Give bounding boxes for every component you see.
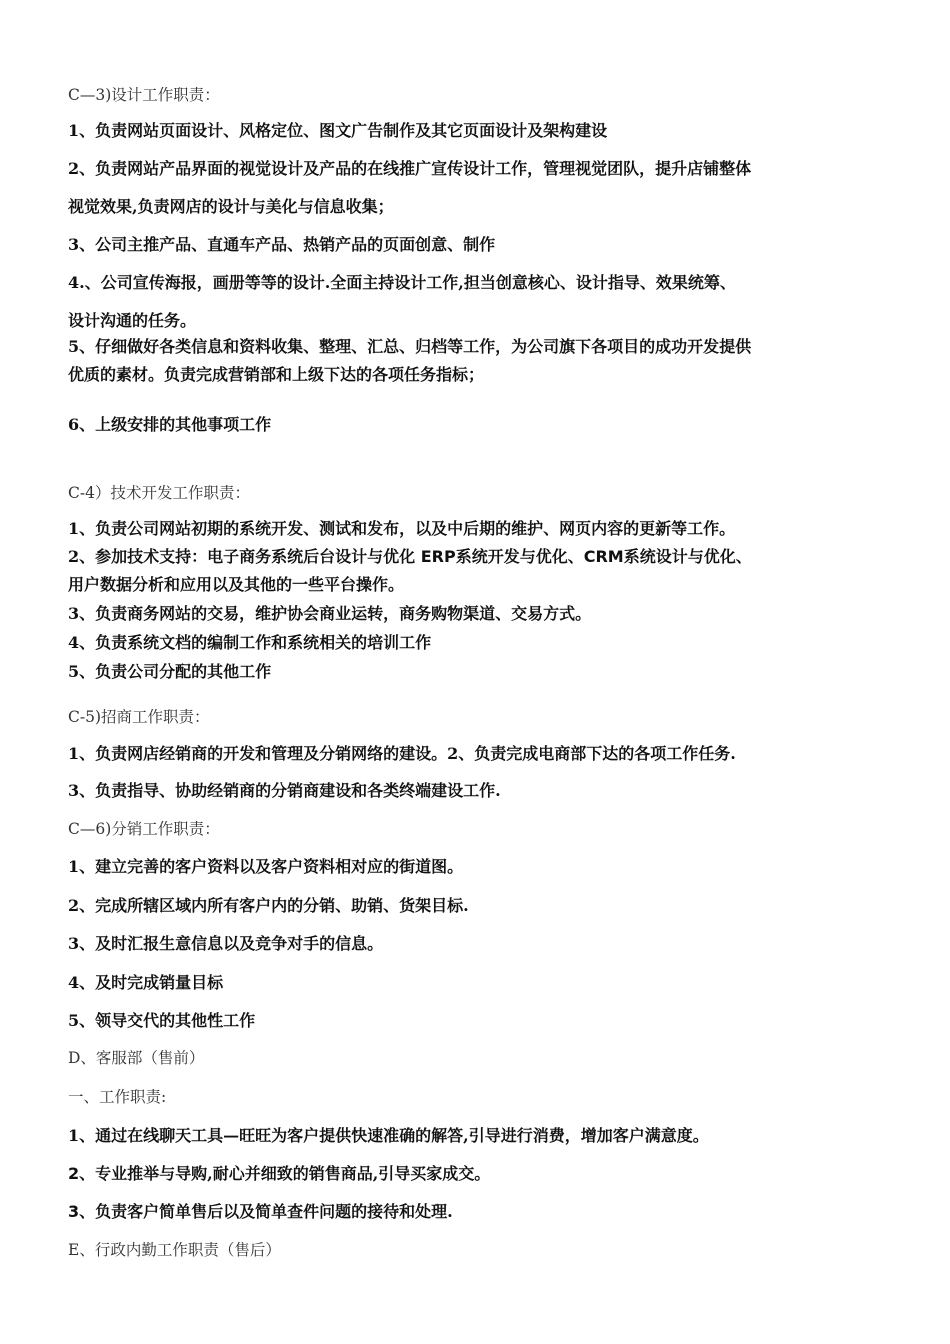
section-c4-heading: C-4）技术开发工作职责： [68,484,250,502]
section-c4-item-3: 3、负责商务网站的交易，维护协会商业运转，商务购物渠道、交易方式。 [68,604,592,623]
section-c6-item-1: 1、建立完善的客户资料以及客户资料相对应的街道图。 [68,857,464,876]
section-d-item-2-text: 、专业推举与导购,耐心并细致的销售商品,引导买家成交。 [79,1164,491,1183]
section-c6-item-3: 3、及时汇报生意信息以及竞争对手的信息。 [68,934,384,953]
section-c3-item-4: 4.、公司宣传海报，画册等等的设计.全面主持设计工作,担当创意核心、设计指导、效果统筹、 [68,273,736,292]
section-c6-item-2: 2、完成所辖区域内所有客户内的分销、助销、货架目标. [68,896,469,915]
section-c6-heading: C—6)分销工作职责： [68,820,220,838]
section-d-item-2 [68,1163,490,1185]
section-c3-item-5: 5、仔细做好各类信息和资料收集、整理、汇总、归档等工作，为公司旗下各项目的成功开发提供 [68,337,752,356]
section-d-item-1: 1、通过在线聊天工具—旺旺为客户提供快速准确的解答,引导进行消费，增加客户满意度。 [68,1126,709,1145]
erp-label: ERP [420,547,456,566]
section-c4-item-2 [68,546,752,568]
section-c3-item-4-cont: 设计沟通的任务。 [68,311,197,330]
section-c4-item-4: 4、负责系统文档的编制工作和系统相关的培训工作 [68,633,432,652]
section-c3-item-6: 6、上级安排的其他事项工作 [68,415,272,434]
section-c3-heading: C—3)设计工作职责： [68,86,220,104]
section-c6-item-4: 4、及时完成销量目标 [68,973,224,992]
section-c3-item-5-cont: 优质的素材。负责完成营销部和上级下达的各项任务指标； [68,365,485,384]
crm-label: CRM [583,547,624,566]
section-c3-item-3: 3、公司主推产品、直通车产品、热销产品的页面创意、制作 [68,235,496,254]
section-c4-item-1: 1、负责公司网站初期的系统开发、测试和发布，以及中后期的维护、网页内容的更新等工作。 [68,519,736,538]
section-c6-item-5: 5、领导交代的其他性工作 [68,1011,256,1030]
section-c4-item-2-part-3: 系统设计与优化、 [623,547,752,566]
section-c4-item-2-part-2: 系统开发与优化、 [455,547,584,566]
section-c5-heading: C-5)招商工作职责： [68,708,210,726]
section-d-item-3 [68,1201,453,1223]
section-c5-item-1: 1、负责网店经销商的开发和管理及分销网络的建设。2、负责完成电商部下达的各项工作任务. [68,744,736,763]
section-c4-item-2-part-1: 2、参加技术支持：电子商务系统后台设计与优化 [68,547,421,566]
section-c4-item-5: 5、负责公司分配的其他工作 [68,662,272,681]
section-c4-item-2-cont: 用户数据分析和应用以及其他的一些平台操作。 [68,575,405,594]
section-c3-item-1: 1、负责网站页面设计、风格定位、图文广告制作及其它页面设计及架构建设 [68,121,608,140]
section-d-heading: D、客服部（售前） [68,1049,205,1067]
section-d-item-3-number: 3 [68,1202,80,1221]
section-d-item-3-text: 、负责客户简单售后以及简单查件问题的接待和处理. [79,1202,453,1221]
section-d-subheading: 一、工作职责: [68,1088,167,1106]
section-c3-item-2: 2、负责网站产品界面的视觉设计及产品的在线推广宣传设计工作，管理视觉团队，提升店铺整体 [68,159,752,178]
section-e-heading: E、行政内勤工作职责（售后） [68,1241,281,1259]
section-d-item-2-number: 2 [68,1164,80,1183]
section-c3-item-2-cont: 视觉效果,负责网店的设计与美化与信息收集； [68,197,394,216]
section-c5-item-2: 3、负责指导、协助经销商的分销商建设和各类终端建设工作. [68,781,501,800]
